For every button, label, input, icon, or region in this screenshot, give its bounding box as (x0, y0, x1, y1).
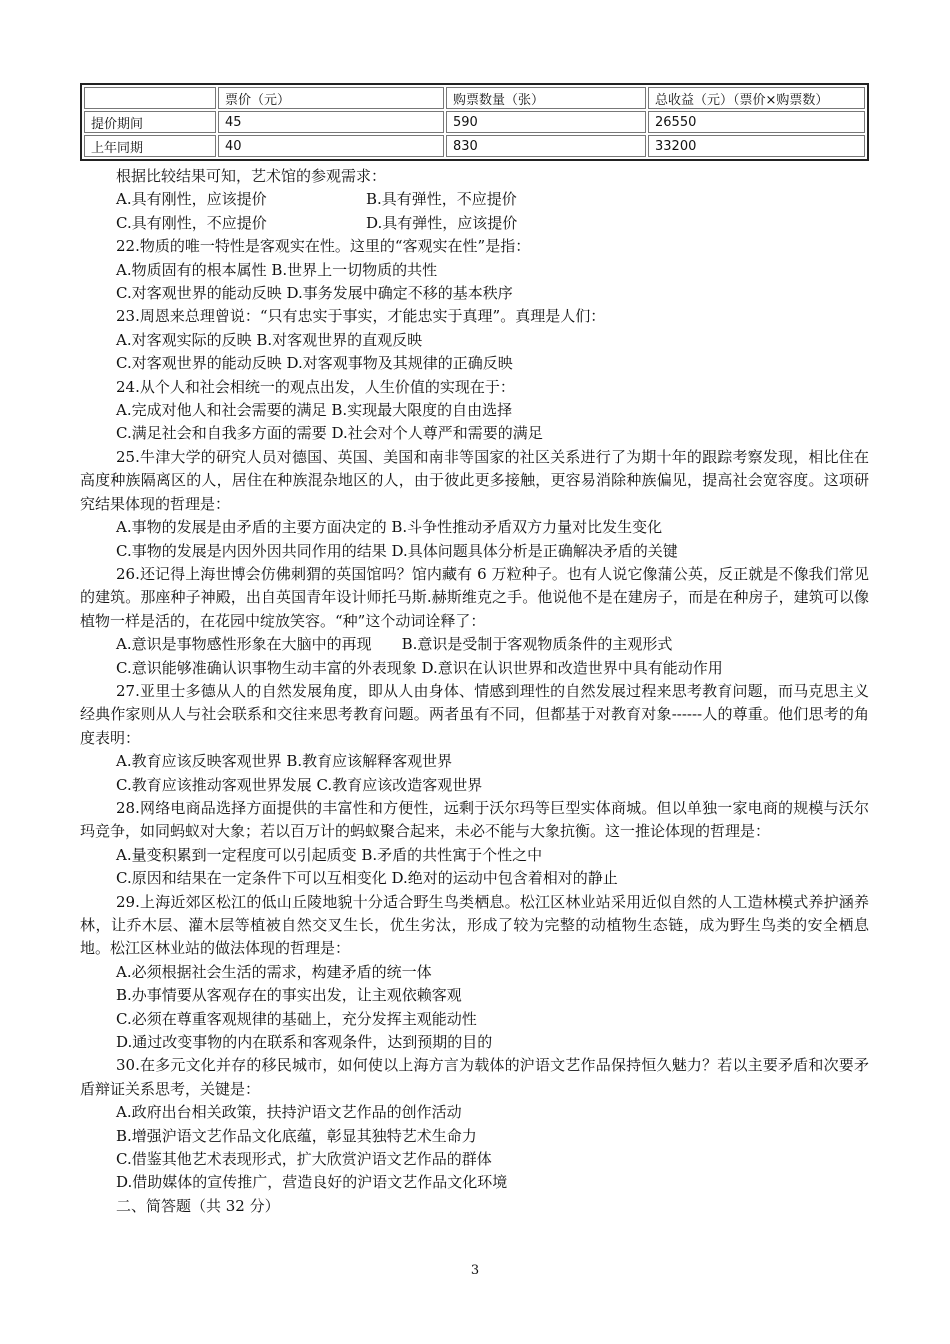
q24-stem: 24.从个人和社会相统一的观点出发，人生价值的实现在于： (116, 377, 515, 396)
table-cell: 45 (218, 111, 444, 133)
table-cell: 26550 (648, 111, 865, 133)
q30-option-b: B.增强沪语文艺作品文化底蕴，彰显其独特艺术生命力 (116, 1126, 477, 1145)
q29-option-c: C.必须在尊重客观规律的基础上，充分发挥主观能动性 (116, 1009, 477, 1028)
q22-stem: 22.物质的唯一特性是客观实在性。这里的“客观实在性”是指： (116, 237, 531, 256)
q23-options-ab: A.对客观实际的反映 B.对客观世界的直观反映 (116, 330, 423, 349)
table-header-cell: 总收益（元）（票价×购票数） (648, 87, 865, 109)
q21-option-a: A.具有刚性，应该提价 (116, 190, 267, 209)
q26-stem: 26.还记得上海世博会仿佛刺猬的英国馆吗？馆内藏有 6 万粒种子。也有人说它像蒲公英，反正就是不像我们常见的建筑。那座种子神殿，出自英国青年设计师托马斯.赫斯维克之手。他说他不是在建房子，而是在种房子，建筑可以像植物一样是活的，在花园中绽放笑容。“种”这个动词诠释了： (80, 564, 869, 630)
table-row (84, 111, 865, 133)
q27-stem: 27.亚里士多德从人的自然发展角度，即从人由身体、情感到理性的自然发展过程来思考教育问题，而马克思主义经典作家则从人与社会联系和交往来思考教育问题。两者虽有不同，但都基于对教育对象------人的尊重。他们思考的角度表明： (80, 681, 869, 747)
table-header-cell (84, 87, 216, 109)
q28-options-cd: C.原因和结果在一定条件下可以互相变化 D.绝对的运动中包含着相对的静止 (116, 869, 618, 888)
q29-option-b: B.办事情要从客观存在的事实出发，让主观依赖客观 (116, 986, 462, 1005)
q22-options-ab: A.物质固有的根本属性 B.世界上一切物质的共性 (116, 260, 438, 279)
q30-option-a: A.政府出台相关政策，扶持沪语文艺作品的创作活动 (116, 1103, 462, 1122)
question-list (80, 165, 869, 1218)
table-cell: 33200 (648, 135, 865, 157)
table-cell: 590 (446, 111, 646, 133)
q28-options-ab: A.量变积累到一定程度可以引起质变 B.矛盾的共性寓于个性之中 (116, 845, 543, 864)
q25-stem: 25.牛津大学的研究人员对德国、英国、美国和南非等国家的社区关系进行了为期十年的跟踪考察发现，相比住在高度种族隔离区的人，居住在种族混杂地区的人，由于彼此更多接触，更容易消除种族偏见，提高社会宽容度。这项研究结果体现的哲理是： (80, 447, 869, 513)
table-cell: 830 (446, 135, 646, 157)
table-cell: 40 (218, 135, 444, 157)
q21-options-ab (80, 188, 869, 211)
q21-options-cd (80, 212, 869, 235)
price-table (80, 83, 869, 161)
q25-options-cd: C.事物的发展是内因外因共同作用的结果 D.具体问题具体分析是正确解决矛盾的关键 (116, 541, 678, 560)
q21-option-c: C.具有刚性，不应提价 (116, 213, 267, 232)
q22-options-cd: C.对客观世界的能动反映 D.事务发展中确定不移的基本秩序 (116, 284, 513, 303)
q30-option-c: C.借鉴其他艺术表现形式，扩大欣赏沪语文艺作品的群体 (116, 1150, 492, 1169)
q24-options-cd: C.满足社会和自我多方面的需要 D.社会对个人尊严和需要的满足 (116, 424, 543, 443)
q26-options-ab: A.意识是事物感性形象在大脑中的再现 B.意识是受制于客观物质条件的主观形式 (116, 635, 673, 654)
q24-options-ab: A.完成对他人和社会需要的满足 B.实现最大限度的自由选择 (116, 401, 513, 420)
table-header-cell: 购票数量（张） (446, 87, 646, 109)
q29-option-d: D.通过改变事物的内在联系和客观条件，达到预期的目的 (116, 1033, 493, 1052)
q29-stem: 29.上海近郊区松江的低山丘陵地貌十分适合野生鸟类栖息。松江区林业站采用近似自然的人工造林模式养护涵养林，让乔木层、灌木层等植被自然交叉生长，优生劣汰，形成了较为完整的动植物生态链，成为野生鸟类的安全栖息地。松江区林业站的做法体现的哲理是： (80, 892, 869, 958)
q28-stem: 28.网络电商品选择方面提供的丰富性和方便性，远剩于沃尔玛等巨型实体商城。但以单独一家电商的规模与沃尔玛竞争，如同蚂蚁对大象；若以百万计的蚂蚁聚合起来，未必不能与大象抗衡。这一推论体现的哲理是： (80, 798, 869, 841)
table-cell: 提价期间 (84, 111, 216, 133)
q21-option-b: B.具有弹性，不应提价 (366, 190, 517, 209)
q26-options-cd: C.意识能够准确认识事物生动丰富的外表现象 D.意识在认识世界和改造世界中具有能动作用 (116, 658, 723, 677)
q27-options-ab: A.教育应该反映客观世界 B.教育应该解释客观世界 (116, 752, 453, 771)
q27-options-cd: C.教育应该推动客观世界发展 C.教育应该改造客观世界 (116, 775, 483, 794)
q25-options-ab: A.事物的发展是由矛盾的主要方面决定的 B.斗争性推动矛盾双方力量对比发生变化 (116, 518, 663, 537)
table-header-row (84, 87, 865, 109)
q23-stem: 23.周恩来总理曾说：“只有忠实于事实，才能忠实于真理”。真理是人们： (116, 307, 606, 326)
table-cell: 上年同期 (84, 135, 216, 157)
q23-options-cd: C.对客观世界的能动反映 D.对客观事物及其规律的正确反映 (116, 354, 513, 373)
q30-stem: 30.在多元文化并存的移民城市，如何使以上海方言为载体的沪语文艺作品保持恒久魅力？若以主要矛盾和次要矛盾辩证关系思考，关键是： (80, 1056, 869, 1098)
q30-option-d: D.借助媒体的宣传推广，营造良好的沪语文艺作品文化环境 (116, 1173, 508, 1192)
section-heading: 二、简答题（共 32 分） (116, 1196, 280, 1215)
q21-stem: 根据比较结果可知，艺术馆的参观需求： (116, 167, 387, 185)
table-row (84, 135, 865, 157)
page-number: 3 (470, 1263, 480, 1278)
q29-option-a: A.必须根据社会生活的需求，构建矛盾的统一体 (116, 962, 432, 981)
table-header-cell: 票价（元） (218, 87, 444, 109)
q21-option-d: D.具有弹性，应该提价 (366, 213, 518, 232)
